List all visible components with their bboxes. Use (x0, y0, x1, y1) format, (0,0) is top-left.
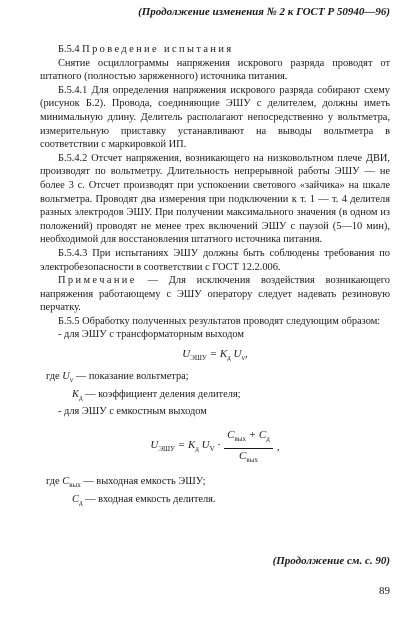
formula-capacitive: $U_{ЭШУ} = K_д$ $U_V$ · $\frac{C_{вых} + C_д}{C_{вых}}$ , (40, 429, 390, 468)
running-header: (Продолжение изменения № 2 к ГОСТ Р 50940—96) (138, 6, 390, 18)
paragraph-5-4-1: Б.5.4.1 Для определения напряжения искрового разряда собирают схему (рисунок Б.2). Провода, соединяющие ЭШУ с делителем, должны иметь минимальную длину. Делитель располагают непосредственно у вольтметра, измерительную приставку устанавливают на выводы вольтметра в соответствии с маркировкой ИП. (40, 84, 390, 151)
section-heading (40, 43, 390, 57)
note-paragraph (40, 274, 390, 315)
page-number: 89 (379, 585, 390, 597)
capacitance-fraction: $\frac{C_{вых} + C_д}{C_{вых}}$ (224, 429, 273, 468)
continuation-note: (Продолжение см. с. 90) (272, 555, 390, 567)
paragraph-5-4-3: Б.5.4.3 При испытаниях ЭШУ должны быть соблюдены требования по электробезопасности в соответствии с ГОСТ 12.2.006. (40, 247, 390, 273)
note-label: Примечание (58, 275, 137, 287)
body-text (40, 43, 390, 511)
formula-transformer: $U_{ЭШУ} = K_д$ $U_v$, (182, 348, 248, 363)
section-number: Б.5.4 (58, 44, 80, 55)
paragraph-5-4-2: Б.5.4.2 Отсчет напряжения, возникающего на низковольтном плече ДВИ, производят по вольтметру. Длительность непрерывной работы ЭШУ — не более 3 с. Отсчет производят при успокоении светового «зайчика» на шкале вольтметра. Проводят два измерения при подключении к т. 1 — т. 4 делителя разных электродов ЭШУ. При получении максимального значения (в одном из положений) проводят не менее трех включений ЭШУ с паузой (5—10 мин), необходимой для восстановления штатного источника питания. (40, 152, 390, 246)
where-output-capacitance: где $C_{вых}$ — выходная емкость ЭШУ; (46, 476, 206, 490)
where-input-capacitance: $C_д$ — входная емкость делителя. (72, 494, 216, 508)
paragraph-intro: Снятие осциллограммы напряжения искрового разряда проводят от штатного (полностью заряженного) источника питания. (40, 57, 390, 83)
paragraph-5-5: Б.5.5 Обработку полученных результатов проводят следующим образом: (58, 315, 381, 327)
note-text: — Для исключения воздействия возникающего напряжения работающему с ЭШУ оператору следует надевать резиновую перчатку. (40, 275, 390, 314)
section-title: Проведение испытания (82, 44, 234, 55)
where-divider-ratio: $K_д$ — коэффициент деления делителя; (72, 388, 241, 402)
list-item-capacitive: - для ЭШУ с емкостным выходом (58, 406, 207, 418)
where-voltmeter: где $U_v$ — показание вольтметра; (46, 370, 189, 384)
list-item-transformer: - для ЭШУ с трансформаторным выходом (58, 329, 244, 341)
